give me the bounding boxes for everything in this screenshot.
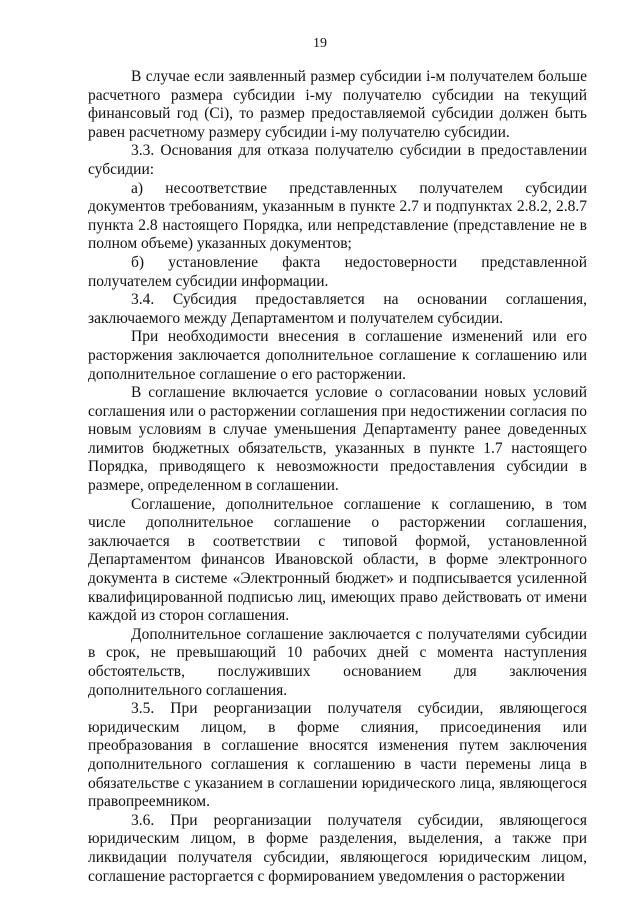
document-body bbox=[88, 68, 587, 886]
paragraph-3-6-reorganization-division: 3.6. При реорганизации получателя субсидии, являющегося юридическим лицом, в форме разделения, выделения, а также при ликвидации получателя субсидии, являющегося юридическим лицом, соглашение расторгается с формированием уведомления о расторжении bbox=[88, 811, 587, 885]
paragraph-refusal-item-a: а) несоответствие представленных получателем субсидии документов требованиям, указанным в пункте 2.7 и подпунктах 2.8.2, 2.8.7 пункта 2.8 настоящего Порядка, или непредставление (представление не в полном объеме) указанных документов; bbox=[88, 179, 587, 253]
paragraph-3-5-reorganization-merger: 3.5. При реорганизации получателя субсидии, являющегося юридическим лицом, в форме слияния, присоединения или преобразования в соглашение вносятся изменения путем заключения дополнительного соглашения к соглашению в части перемены лица в обязательстве с указанием в соглашении юридического лица, являющегося правопреемником. bbox=[88, 700, 587, 811]
paragraph-3-4-agreement: 3.4. Субсидия предоставляется на основании соглашения, заключаемого между Департаментом и получателем субсидии. bbox=[88, 291, 587, 327]
paragraph-agreement-form: Соглашение, дополнительное соглашение к соглашению, в том числе дополнительное соглашение о расторжении соглашения, заключается в соответствии с типовой формой, установленной Департаментом финансов Ивановской области, в форме электронного документа в системе «Электронный бюджет» и подписывается усиленной квалифицированной подписью лиц, имеющих право действовать от имени каждой из сторон соглашения. bbox=[88, 495, 587, 625]
paragraph-refusal-item-b: б) установление факта недостоверности представленной получателем субсидии информации. bbox=[88, 253, 587, 290]
page-number: 19 bbox=[313, 36, 327, 51]
paragraph-agreement-changes: При необходимости внесения в соглашение изменений или его расторжения заключается дополнительное соглашение к соглашению или дополнительное соглашение о его расторжении. bbox=[88, 328, 587, 383]
paragraph-3-3-refusal-grounds: 3.3. Основания для отказа получателю субсидии в предоставлении субсидии: bbox=[88, 142, 587, 178]
paragraph-subsidy-size: В случае если заявленный размер субсидии i-м получателем больше расчетного размера субсидии i-му получателю субсидии на текущий финансовый год (Ci), то размер предоставляемой субсидии должен быть равен расчетному размеру субсидии i-му получателю субсидии. bbox=[88, 68, 587, 141]
paragraph-additional-agreement-term: Дополнительное соглашение заключается с получателями субсидии в срок, не превышающий 10 рабочих дней с момента наступления обстоятельств, послуживших основанием для заключения дополнительного соглашения. bbox=[88, 625, 587, 699]
paragraph-agreement-conditions: В соглашение включается условие о согласовании новых условий соглашения или о расторжении соглашения при недостижении согласия по новым условиям в случае уменьшения Департаменту ранее доведенных лимитов бюджетных обязательств, указанных в пункте 1.7 настоящего Порядка, приводящего к невозможности предоставления субсидии в размере, определенном в соглашении. bbox=[88, 384, 587, 495]
